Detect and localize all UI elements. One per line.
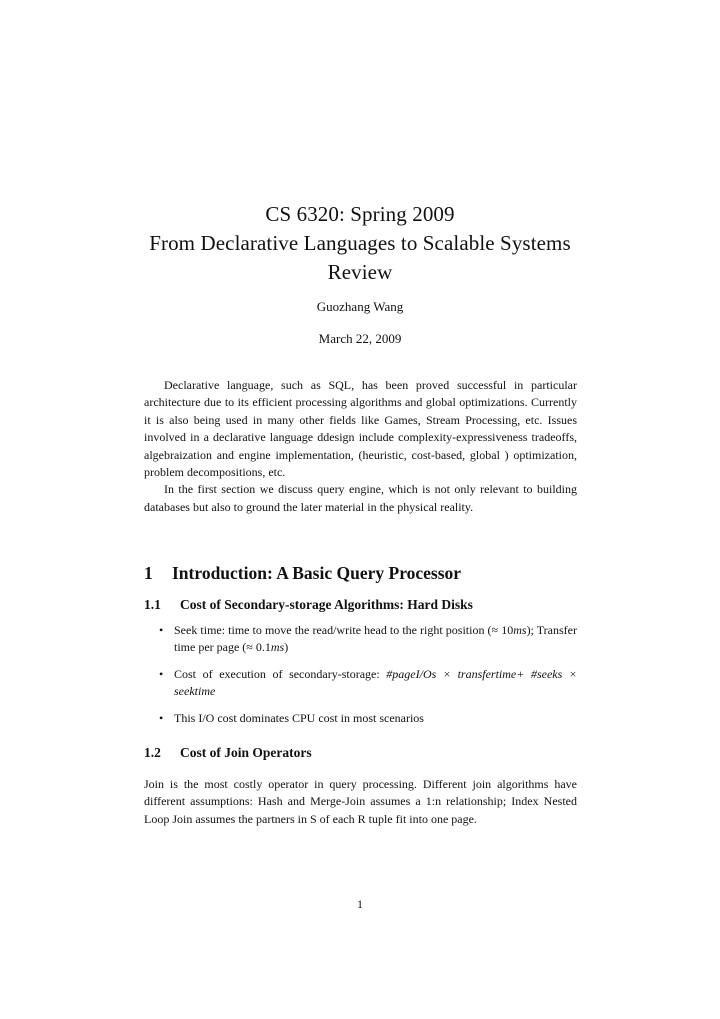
bullet-1-text: Seek time: time to move the read/write head to the right position (≈ 10	[174, 623, 514, 637]
bullet-2-formula-2: #seeks × seektime	[174, 666, 577, 699]
bullet-3-text: This I/O cost dominates CPU cost in most scenarios	[174, 710, 424, 725]
bullet-icon: •	[159, 666, 164, 681]
list-item	[144, 622, 577, 657]
title-line-3: Review	[327, 260, 393, 284]
date: March 22, 2009	[318, 331, 402, 346]
section-title: Introduction: A Basic Query Processor	[172, 563, 462, 583]
list-item	[144, 666, 577, 701]
subsection-heading-2	[144, 745, 312, 761]
abstract	[144, 377, 577, 516]
bullet-1-mid: ); Transfer time per page (≈ 0.1	[174, 623, 577, 655]
section-number: 1	[144, 563, 153, 583]
title-line-2: From Declarative Languages to Scalable Systems	[149, 231, 571, 255]
subsection-title-1: Cost of Secondary-storage Algorithms: Hard Disks	[180, 597, 473, 612]
subsection-title-2: Cost of Join Operators	[180, 745, 312, 760]
section-heading	[144, 563, 461, 584]
join-paragraph: Join is the most costly operator in query processing. Different join algorithms have different assumptions: Hash and Merge-Join assumes a 1:n relationship; Index Nested Loop Join assumes the partners in S of each R tuple fit into one page.	[144, 777, 577, 826]
subsection-heading-1	[144, 597, 473, 613]
author: Guozhang Wang	[316, 299, 404, 314]
bullet-icon: •	[159, 710, 164, 725]
page-number: 1	[357, 897, 363, 911]
subsection-number-1: 1.1	[144, 597, 161, 612]
list-item	[144, 710, 577, 727]
bullet-list	[144, 622, 577, 736]
bullet-1-ms-1: ms	[513, 623, 527, 637]
title-block	[0, 200, 720, 287]
abstract-paragraph-1: Declarative language, such as SQL, has been proved successful in particular architecture due to its efficient processing algorithms and global optimizations. Currently it is also being used in many other fields like Games, Stream Processing, etc. Issues involved in a declarative language ddesign include complexity-expressiveness tradeoffs, algebraization and engine implementation, (heuristic, cost-based, global ) optimization, problem decompositions, etc.	[144, 378, 577, 480]
bullet-1-ms-2: ms	[270, 640, 285, 655]
abstract-paragraph-2: In the first section we discuss query engine, which is not only relevant to building databases but also to ground the later material in the physical reality.	[144, 482, 577, 514]
title-line-1: CS 6320: Spring 2009	[265, 202, 455, 226]
bullet-1-end: )	[284, 640, 289, 655]
bullet-2-text: Cost of execution of secondary-storage:	[174, 666, 387, 681]
subsection-number-2: 1.2	[144, 745, 161, 760]
bullet-icon: •	[159, 623, 164, 637]
bullet-2-formula-1: #pageI/Os × transfertime+	[386, 666, 525, 681]
